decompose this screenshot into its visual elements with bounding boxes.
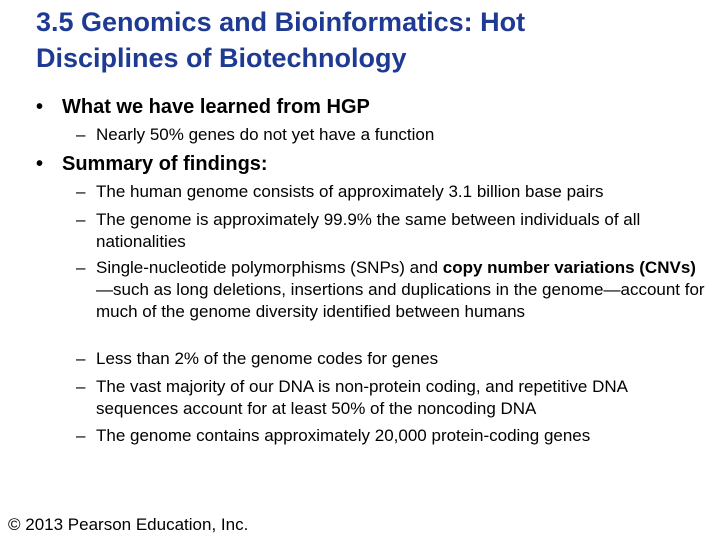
sub-item-text: The human genome consists of approximately 3.1 billion base pairs [96,182,604,201]
dash-marker: – [76,426,86,445]
sub-item-text: Less than 2% of the genome codes for genes [96,349,439,368]
sub-item [76,209,712,253]
sub-item-text-bold: copy number variations (CNVs) [442,258,696,277]
bullet-text: What we have learned from HGP [62,96,370,118]
sub-item-text-start: Single-nucleotide polymorphisms (SNPs) and [96,258,443,277]
sub-item-text: The genome contains approximately 20,000 protein-coding genes [96,426,591,445]
dash-marker: – [76,349,86,368]
sub-item-text-end: —such as long deletions, insertions and duplications in the genome—account for much of the genome diversity identified between humans [96,280,705,321]
bullet-item [36,95,696,119]
slide-title [36,4,696,76]
sub-item [76,425,712,447]
sub-item-text: The genome is approximately 99.9% the same between individuals of all nationalities [96,210,641,251]
sub-item [76,181,712,203]
dash-marker: – [76,125,86,144]
dash-marker: – [76,377,86,396]
sub-item-text: The vast majority of our DNA is non-protein coding, and repetitive DNA sequences account for at least 50% of the noncoding DNA [96,377,628,418]
bullet-marker: • [36,153,44,175]
dash-marker: – [76,258,86,277]
sub-item [76,124,712,146]
dash-marker: – [76,182,86,201]
slide-title-line-1: 3.5 Genomics and Bioinformatics: Hot [36,7,526,37]
sub-item [76,376,712,420]
slide-title-line-2: Disciplines of Biotechnology [36,43,407,73]
copyright-footer: © 2013 Pearson Education, Inc. [8,515,249,534]
sub-item [76,257,712,323]
bullet-item [36,152,696,176]
bullet-marker: • [36,96,44,118]
sub-item [76,348,712,370]
sub-item-text [96,257,712,323]
sub-item-text: Nearly 50% genes do not yet have a function [96,125,435,144]
dash-marker: – [76,210,86,229]
bullet-text: Summary of findings: [62,153,268,175]
